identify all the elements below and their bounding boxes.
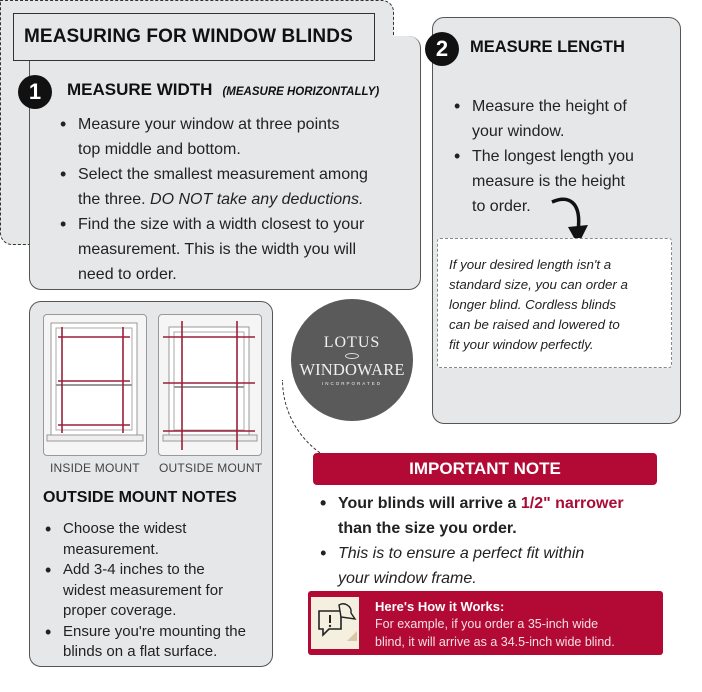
alert-bell-icon xyxy=(311,597,359,649)
measure-width-list xyxy=(58,112,368,287)
how-it-works-title: Here's How it Works: xyxy=(375,599,505,614)
step-2-badge: 2 xyxy=(425,32,459,66)
measure-width-title: MEASURE WIDTH xyxy=(67,80,213,99)
measure-length-list xyxy=(452,94,634,219)
how-it-works-line-2: blind, it will arrive as a 34.5-inch wide blind. xyxy=(375,635,615,649)
outside-mount-label: OUTSIDE MOUNT xyxy=(159,461,263,475)
important-note-list xyxy=(318,491,624,591)
how-it-works-line-1: For example, if you order a 35-inch wide xyxy=(375,617,599,631)
list-item: • Measure your window at three points top middle and bottom. xyxy=(58,112,368,162)
list-item: • Measure the height of your window. xyxy=(452,94,634,144)
inside-mount-window-icon xyxy=(44,315,146,455)
list-item: • The longest length you measure is the height to order. xyxy=(452,144,634,219)
logo-line-3: INCORPORATED xyxy=(322,381,382,386)
list-item: • Ensure you're mounting the blinds on a flat surface. xyxy=(43,622,246,663)
list-item: • Add 3-4 inches to the widest measurement for proper coverage. xyxy=(43,560,246,622)
measure-width-heading xyxy=(67,80,379,100)
list-item: • Select the smallest measurement among the three. DO NOT take any deductions. xyxy=(58,162,368,212)
length-note-box xyxy=(437,238,672,368)
logo-line-1: LOTUS xyxy=(323,334,381,351)
step-1-badge: 1 xyxy=(18,75,52,109)
list-item: • Find the size with a width closest to your measurement. This is the width you will need to order. xyxy=(58,212,368,287)
important-note-heading: IMPORTANT NOTE xyxy=(313,453,657,485)
list-item: • Your blinds will arrive a 1/2" narrower than the size you order. xyxy=(318,491,624,541)
outside-mount-window-icon xyxy=(159,315,261,455)
lotus-windoware-logo xyxy=(291,299,413,421)
length-note-text: If your desired length isn't a standard size, you can order a longer blind. Cordless blinds can be raised and lowered to fit your window perfectly. xyxy=(449,257,628,352)
outside-notes-heading: OUTSIDE MOUNT NOTES xyxy=(43,489,237,506)
inside-mount-label: INSIDE MOUNT xyxy=(50,461,140,475)
list-item: • This is to ensure a perfect fit within your window frame. xyxy=(318,541,624,591)
inside-mount-diagram xyxy=(43,314,147,456)
logo-line-2: WINDOWARE xyxy=(299,360,405,379)
measure-width-subheading: (MEASURE HORIZONTALLY) xyxy=(222,86,380,98)
narrower-highlight: 1/2" narrower xyxy=(520,495,624,512)
outside-mount-diagram xyxy=(158,314,262,456)
list-item: • Choose the widest measurement. xyxy=(43,519,246,560)
how-it-works-text xyxy=(375,598,615,651)
outside-notes-list xyxy=(43,519,246,663)
measure-length-heading: MEASURE LENGTH xyxy=(470,38,625,56)
lotus-icon xyxy=(345,353,359,359)
page-title-box xyxy=(13,13,375,61)
page-title: MEASURING FOR WINDOW BLINDS xyxy=(24,26,353,47)
